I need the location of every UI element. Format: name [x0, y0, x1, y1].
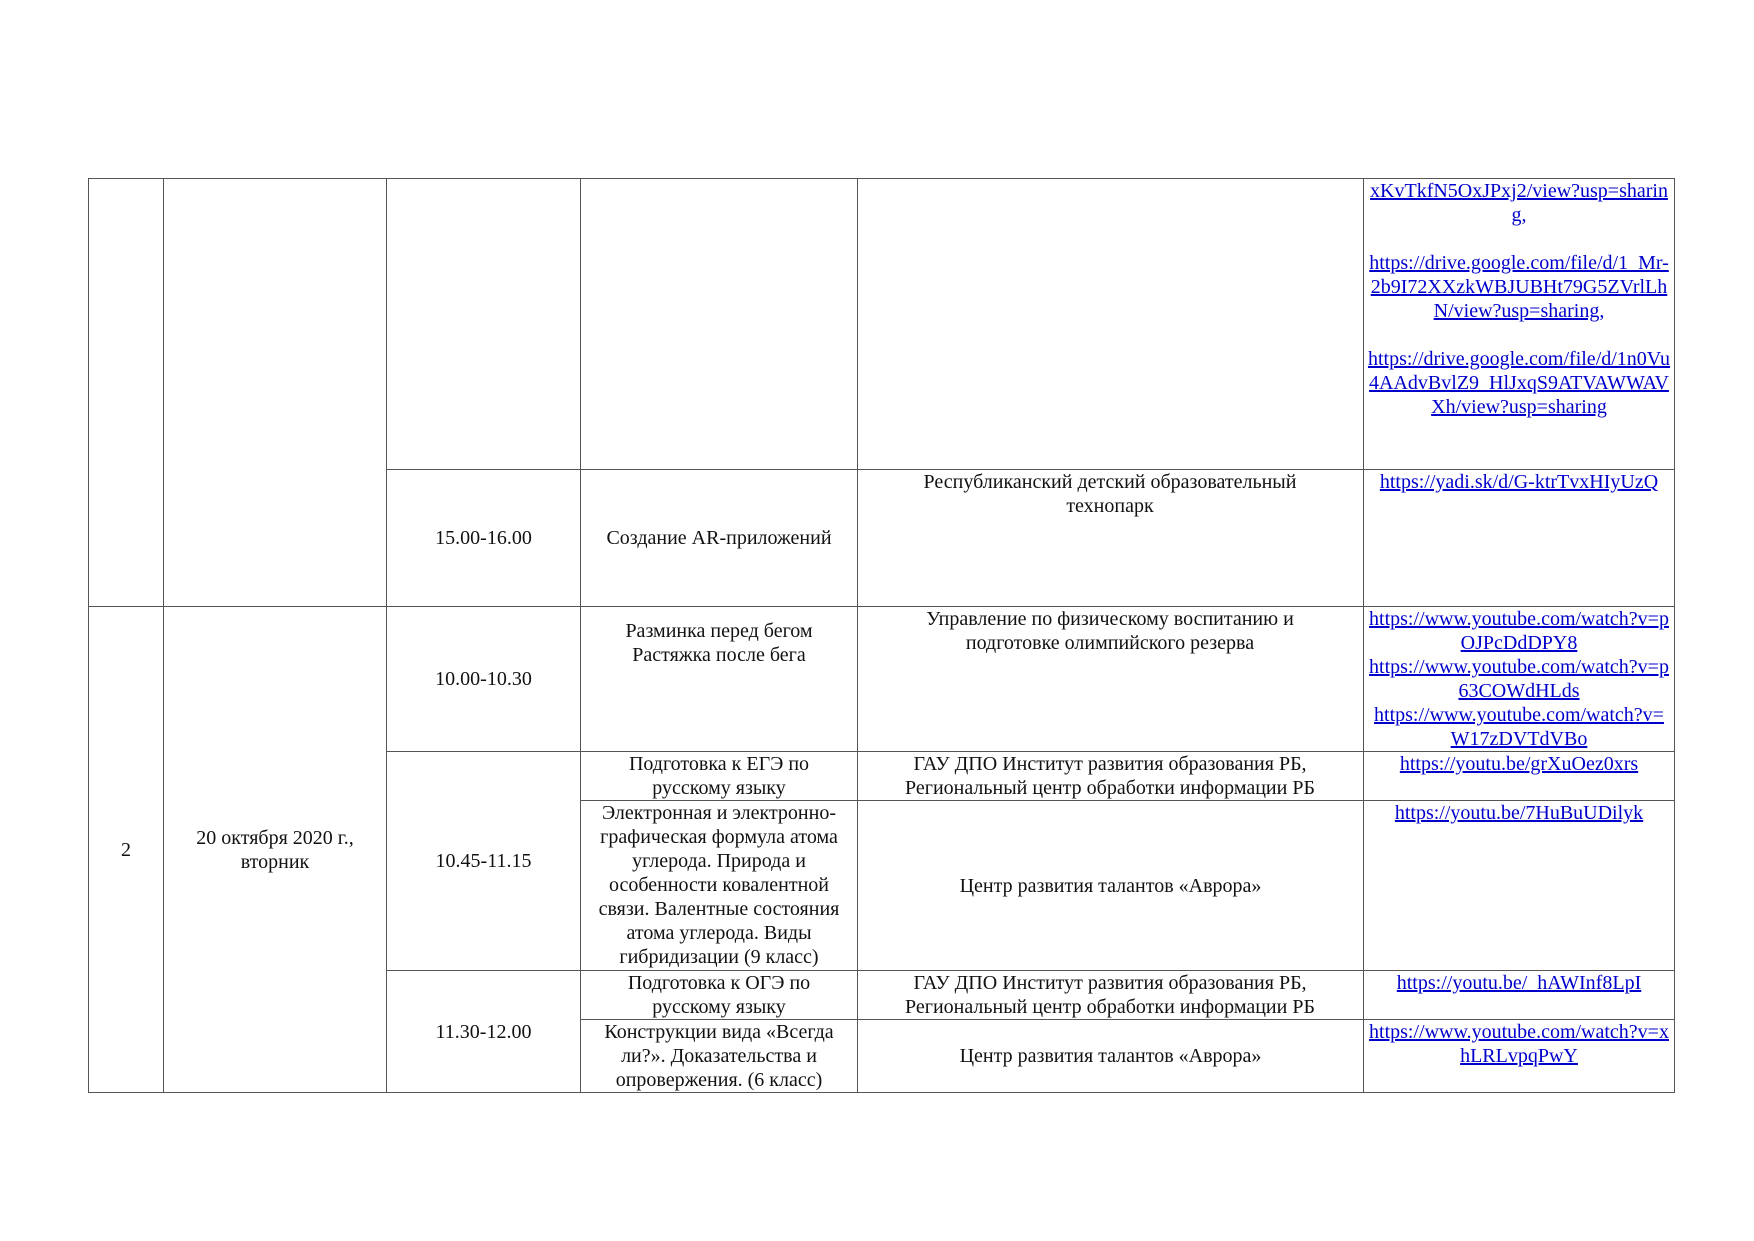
org-text: ГАУ ДПО Институт развития образования РБ, Региональный центр обработки информации РБ: [905, 972, 1315, 1018]
time-cell: [387, 470, 580, 606]
topic-cell: [581, 607, 857, 667]
topic-text: Подготовка к ЕГЭ по русскому языку: [628, 753, 810, 799]
grid-line: [1674, 178, 1675, 1093]
topic-cell: [590, 752, 848, 800]
link-youtube[interactable]: https://www.youtube.com/watch?v=xhLRLvpqPwY: [1369, 1021, 1669, 1067]
topic-text: Создание AR-приложений: [606, 527, 832, 549]
topic-line: Растяжка после бега: [632, 644, 806, 666]
link-youtu-be[interactable]: https://youtu.be/grXuOez0xrs: [1399, 753, 1639, 775]
topic-line: Разминка перед бегом: [625, 620, 813, 642]
org-text: ГАУ ДПО Институт развития образования РБ, Региональный центр обработки информации РБ: [905, 753, 1315, 799]
org-cell: [880, 607, 1340, 655]
link-youtube-1[interactable]: https://www.youtube.com/watch?v=pOJPcDdDPY8: [1369, 608, 1669, 654]
org-text: Республиканский детский образовательный технопарк: [923, 471, 1297, 517]
topic-cell: [581, 470, 857, 606]
link-cell: [1366, 752, 1672, 776]
org-text: Центр развития талантов «Аврора»: [959, 874, 1262, 897]
link-youtu-be[interactable]: https://youtu.be/_hAWInf8LpI: [1396, 972, 1642, 994]
link-cell: [1366, 1020, 1672, 1068]
topic-cell: [588, 1020, 850, 1092]
link-yadisk[interactable]: https://yadi.sk/d/G-ktrTvxHIyUzQ: [1379, 471, 1659, 493]
grid-line: [1363, 178, 1364, 1093]
topic-text: Электронная и электронно-графическая формула атома углерода. Природа и особенности ковалентной связи. Валентные состояния атома углерода. Виды гибридизации (9 класс): [598, 802, 840, 968]
org-cell: [858, 1020, 1363, 1092]
link-youtube-3[interactable]: https://www.youtube.com/watch?v=W17zDVTdVBo: [1374, 704, 1664, 750]
org-cell: [870, 752, 1350, 800]
time-cell: [387, 971, 580, 1092]
link-youtu-be[interactable]: https://youtu.be/7HuBuUDilyk: [1394, 802, 1644, 824]
continued-links-cell: [1366, 179, 1672, 419]
org-text: Управление по физическому воспитанию и подготовке олимпийского резерва: [926, 608, 1294, 654]
org-cell: [880, 470, 1340, 518]
link-cell: [1366, 607, 1672, 751]
time-text: 10.00-10.30: [435, 668, 532, 690]
row-number: 2: [121, 838, 131, 861]
link-drive-2[interactable]: https://drive.google.com/file/d/1_Mr-2b9I72XXzkWBJUBHt79G5ZVrlLhN/view?usp=sharing,: [1369, 252, 1669, 322]
row-number-cell: [89, 607, 163, 1092]
org-cell: [858, 801, 1363, 970]
time-cell: [387, 607, 580, 751]
link-youtube-2[interactable]: https://www.youtube.com/watch?v=p63COWdHLds: [1369, 656, 1669, 702]
date-cell: [164, 607, 386, 1092]
grid-line: [88, 1092, 1675, 1093]
date-text: 20 октября 2020 г., вторник: [196, 826, 354, 873]
topic-text: Подготовка к ОГЭ по русскому языку: [627, 972, 811, 1018]
link-cell: [1366, 971, 1672, 995]
link-drive-1[interactable]: xKvTkfN5OxJPxj2/view?usp=sharing,: [1370, 180, 1668, 226]
topic-text: Конструкции вида «Всегда ли?». Доказательства и опровержения. (6 класс): [604, 1021, 834, 1091]
link-drive-3[interactable]: https://drive.google.com/file/d/1n0Vu4AAdvBvlZ9_HlJxqS9ATVAWWAVXh/view?usp=sharing: [1367, 348, 1671, 418]
link-cell: [1366, 470, 1672, 494]
time-text: 11.30-12.00: [435, 1020, 532, 1043]
topic-cell: [590, 971, 848, 1019]
link-cell: [1366, 801, 1672, 825]
topic-cell: [583, 801, 855, 969]
time-text: 10.45-11.15: [435, 850, 532, 872]
time-cell: [387, 752, 580, 970]
org-text: Центр развития талантов «Аврора»: [959, 1045, 1262, 1067]
time-text: 15.00-16.00: [435, 527, 532, 549]
org-cell: [870, 971, 1350, 1019]
